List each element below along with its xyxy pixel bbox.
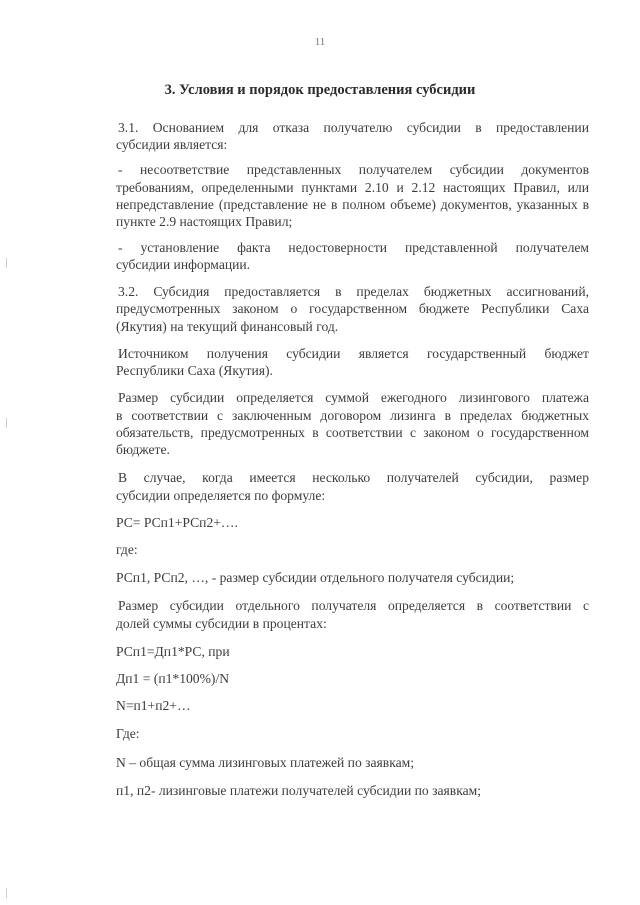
paragraph-line: обязательств, предусмотренных в соответствии с законом о государственном (116, 425, 589, 440)
paragraph-line: субсидии является: (116, 137, 228, 152)
paragraph-line: Размер субсидии определяется суммой ежегодного лизингового платежа (118, 390, 589, 405)
paragraph-line: в соответствии с заключенным договором лизинга в пределах бюджетных (116, 408, 589, 423)
paragraph-line: бюджете. (116, 442, 170, 457)
paragraph-line: 3.2. Субсидия предоставляется в пределах бюджетных ассигнований, (118, 284, 589, 299)
formula-line: N=п1+п2+… (116, 698, 191, 713)
paragraph-line: 3.1. Основанием для отказа получателю субсидии в предоставлении (118, 120, 589, 135)
paragraph-line: пункте 2.9 настоящих Правил; (116, 214, 293, 229)
formula-line: Где: (116, 726, 140, 741)
formula-line: РСп1, РСп2, …, - размер субсидии отдельного получателя субсидии; (116, 570, 515, 585)
paragraph-line: требованиям, определенными пунктами 2.10 и 2.12 настоящих Правил, или (116, 180, 589, 195)
scan-mark (6, 258, 10, 268)
paragraph-line: - установление факта недостоверности представленной получателем (118, 240, 589, 255)
scan-mark (6, 888, 10, 898)
paragraph-line: Республики Саха (Якутия). (116, 363, 273, 378)
paragraph-line: предусмотренных законом о государственном бюджете Республики Саха (116, 301, 589, 316)
paragraph-line: В случае, когда имеется несколько получателей субсидии, размер (118, 470, 589, 485)
formula-line: п1, п2- лизинговые платежи получателей субсидии по заявкам; (116, 783, 482, 798)
page-number: 11 (314, 36, 326, 48)
scan-mark (6, 418, 10, 428)
formula-line: где: (116, 542, 138, 557)
paragraph-line: долей суммы субсидии в процентах: (116, 616, 327, 631)
formula-line: РС= РСп1+РСп2+…. (116, 515, 238, 530)
paragraph-line: субсидии определяется по формуле: (116, 488, 326, 503)
paragraph-line: Размер субсидии отдельного получателя определяется в соответствии с (118, 598, 589, 613)
paragraph-line: (Якутия) на текущий финансовый год. (116, 319, 339, 334)
formula-line: Дп1 = (п1*100%)/N (116, 671, 230, 686)
paragraph-line: субсидии информации. (116, 257, 251, 272)
formula-line: N – общая сумма лизинговых платежей по заявкам; (116, 755, 415, 770)
section-heading: 3. Условия и порядок предоставления субсидии (164, 82, 476, 98)
formula-line: РСп1=Дп1*РС, при (116, 644, 230, 659)
paragraph-line: Источником получения субсидии является государственный бюджет (118, 346, 589, 361)
paragraph-line: непредставление (представление не в полном объеме) документов, указанных в (116, 197, 589, 212)
paragraph-line: - несоответствие представленных получателем субсидии документов (118, 162, 589, 177)
